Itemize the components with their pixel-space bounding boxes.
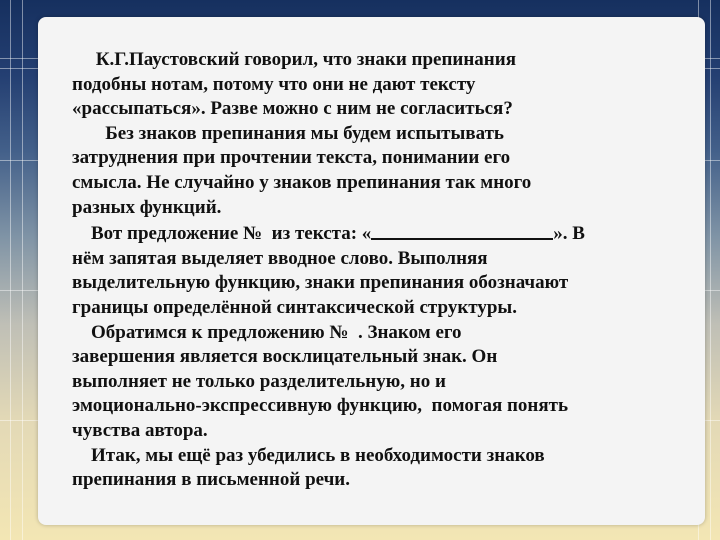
text-line-with-blank	[72, 220, 704, 247]
text-line: границы определённой синтаксической структуры.	[72, 296, 517, 318]
text-line: разных функций.	[72, 196, 222, 218]
text-line: завершения является восклицательный знак. Он	[72, 346, 498, 368]
fill-in-blank	[371, 220, 553, 240]
slide-text	[72, 48, 704, 493]
text-line: К.Г.Паустовский говорил, что знаки препинания	[72, 49, 516, 70]
line-part-after: ». В	[553, 223, 585, 245]
text-line: эмоционально-экспрессивную функцию, помогая понять	[72, 395, 569, 417]
line-part-before: Вот предложение № из текста: «	[72, 223, 372, 245]
text-line: Без знаков препинания мы будем испытывать	[72, 122, 504, 144]
text-line: чувства автора.	[72, 419, 208, 441]
text-line: Итак, мы ещё раз убедились в необходимости знаков	[72, 444, 545, 466]
text-line: затруднения при прочтении текста, понимании его	[72, 147, 511, 169]
text-line: Обратимся к предложению № . Знаком его	[72, 321, 462, 343]
text-line: нём запятая выделяет вводное слово. Выполняя	[72, 247, 488, 269]
text-line: препинания в письменной речи.	[72, 469, 351, 491]
text-line: подобны нотам, потому что они не дают тексту	[72, 73, 476, 95]
text-line: выполняет не только разделительную, но и	[72, 370, 446, 392]
left-grid-decoration	[0, 0, 40, 540]
text-line: «рассыпаться». Разве можно с ним не согласиться?	[72, 98, 513, 120]
text-line: выделительную функцию, знаки препинания обозначают	[72, 272, 569, 294]
text-line: смысла. Не случайно у знаков препинания так много	[72, 171, 532, 193]
